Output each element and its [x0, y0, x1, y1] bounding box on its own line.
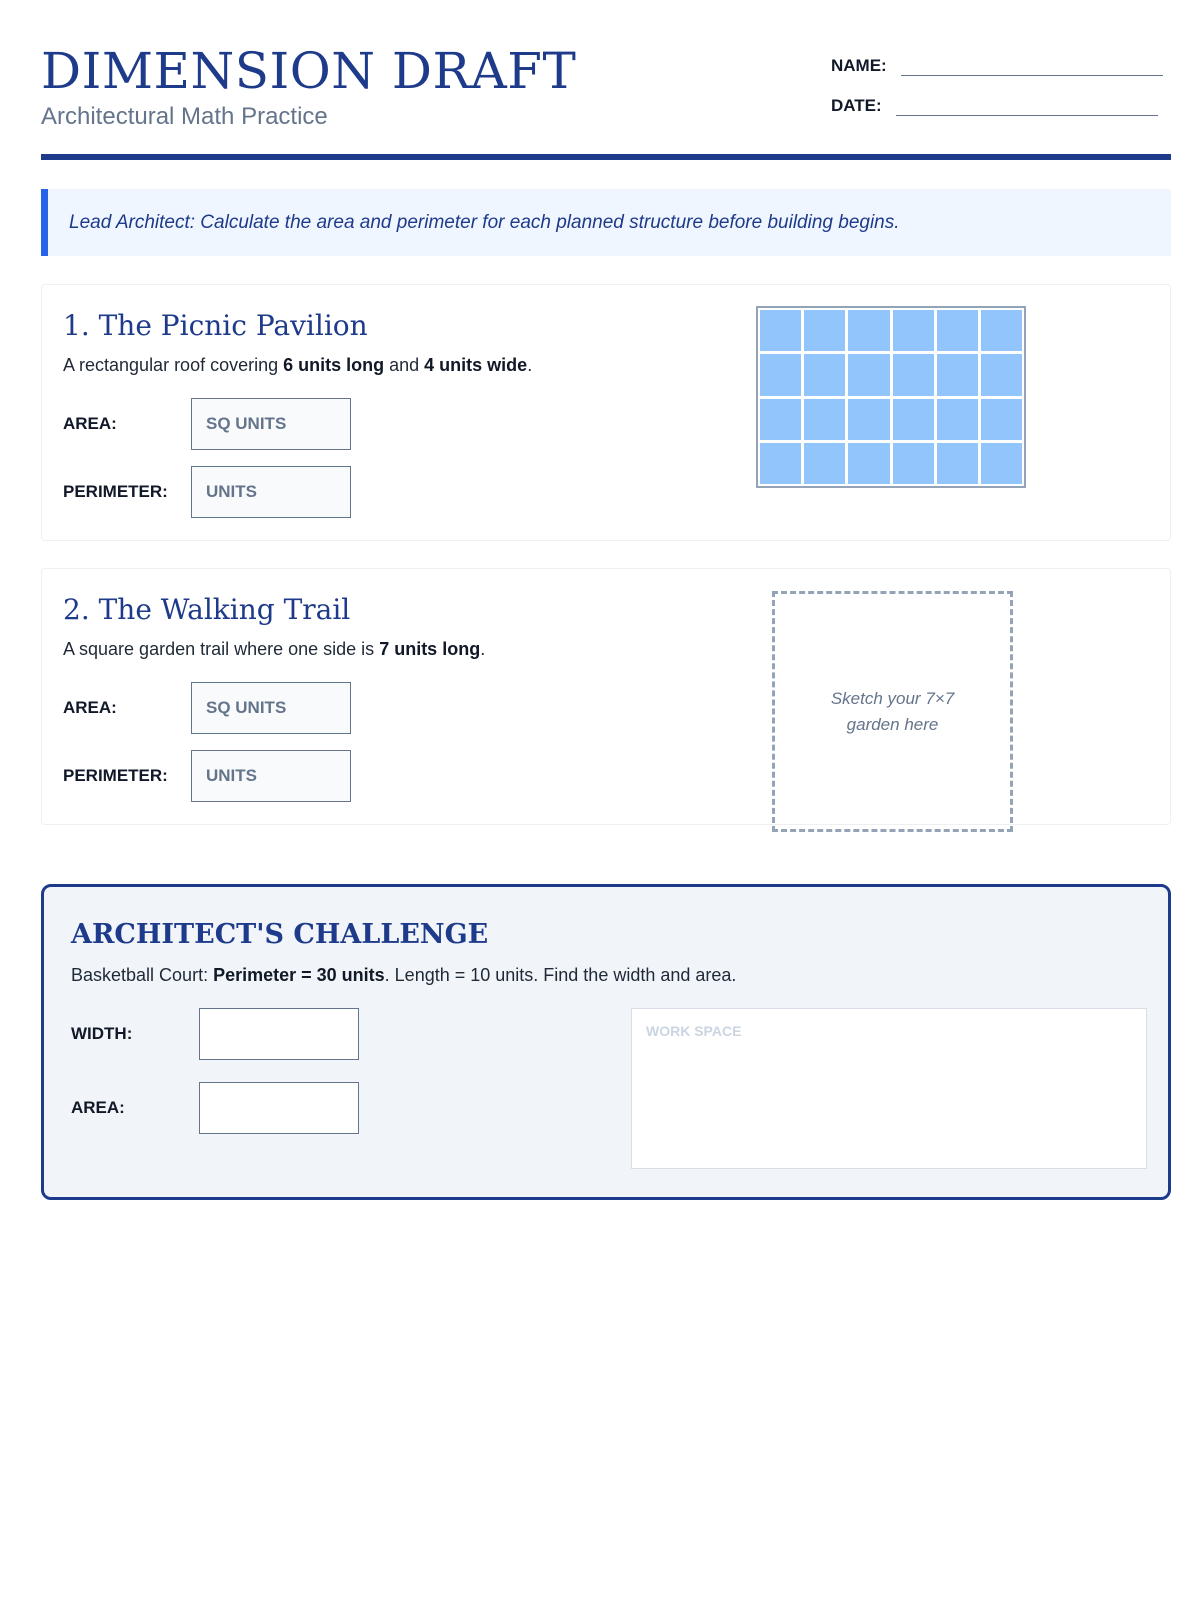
problem-card-trail: [41, 568, 1171, 825]
grid-cell: [893, 354, 934, 395]
grid-cell: [893, 399, 934, 440]
area-label: AREA:: [63, 414, 117, 433]
area-label: AREA:: [63, 698, 117, 717]
area-answer-box[interactable]: [191, 682, 351, 734]
date-field-row: [831, 96, 1158, 116]
grid-cell: [760, 443, 801, 484]
grid-cell: [804, 443, 845, 484]
grid-cell: [804, 354, 845, 395]
grid-cell: [804, 310, 845, 351]
area-answer-box[interactable]: [191, 398, 351, 450]
challenge-area-answer-box[interactable]: [199, 1082, 359, 1134]
problem-title: 1. The Picnic Pavilion: [63, 309, 368, 342]
desc-perimeter: Perimeter = 30 units: [213, 965, 385, 985]
name-line[interactable]: [901, 75, 1163, 76]
desc-text: A rectangular roof covering: [63, 355, 284, 375]
grid-cell: [937, 399, 978, 440]
grid-cell: [981, 310, 1022, 351]
grid-cell: [760, 399, 801, 440]
name-label: NAME:: [831, 56, 887, 75]
area-label: AREA:: [71, 1098, 125, 1117]
grid-cell: [760, 310, 801, 351]
area-answer-row: [63, 398, 351, 450]
sketch-prompt: Sketch your 7×7 garden here: [830, 688, 955, 734]
width-label: WIDTH:: [71, 1024, 133, 1043]
desc-text: Basketball Court:: [71, 965, 214, 985]
page-title: DIMENSION DRAFT: [41, 42, 577, 100]
width-answer-row: [71, 1008, 359, 1060]
instruction-banner: [41, 189, 1171, 256]
name-field-row: [831, 56, 1163, 76]
width-answer-box[interactable]: [199, 1008, 359, 1060]
area-unit: SQ UNITS: [206, 698, 287, 717]
challenge-area-answer-row: [71, 1082, 359, 1134]
grid-cell: [937, 443, 978, 484]
problem-card-pavilion: [41, 284, 1171, 541]
grid-cell: [981, 399, 1022, 440]
perimeter-unit: UNITS: [206, 766, 257, 785]
grid-cell: [848, 310, 889, 351]
desc-text: . Length = 10 units. Find the width and area.: [384, 965, 737, 985]
grid-cell: [981, 354, 1022, 395]
desc-width: 4 units wide: [424, 355, 528, 375]
challenge-description: [71, 965, 736, 986]
perimeter-label: PERIMETER:: [63, 482, 168, 501]
date-label: DATE:: [831, 96, 882, 115]
worksheet-page: [41, 0, 1171, 1117]
perimeter-unit: UNITS: [206, 482, 257, 501]
grid-cell: [893, 443, 934, 484]
header-divider: [41, 154, 1171, 160]
desc-length: 6 units long: [283, 355, 385, 375]
desc-text: and: [384, 355, 425, 375]
desc-text: A square garden trail where one side is: [63, 639, 380, 659]
desc-text: .: [480, 639, 486, 659]
grid-cell: [893, 310, 934, 351]
grid-cell: [848, 443, 889, 484]
work-space-label: WORK SPACE: [646, 1023, 742, 1039]
grid-cell: [937, 310, 978, 351]
grid-cell: [937, 354, 978, 395]
problem-description: [63, 355, 532, 376]
pavilion-grid-diagram: [756, 306, 1026, 488]
perimeter-answer-row: [63, 750, 351, 802]
area-answer-row: [63, 682, 351, 734]
desc-side: 7 units long: [379, 639, 481, 659]
header: [41, 0, 1171, 162]
perimeter-answer-box[interactable]: [191, 466, 351, 518]
perimeter-answer-box[interactable]: [191, 750, 351, 802]
problem-title: 2. The Walking Trail: [63, 593, 351, 626]
desc-text: .: [527, 355, 533, 375]
grid-cell: [848, 399, 889, 440]
instruction-text: Lead Architect: Calculate the area and perimeter for each planned structure before building begins.: [69, 211, 900, 233]
grid-cell: [981, 443, 1022, 484]
work-space-box[interactable]: [631, 1008, 1147, 1169]
grid-cell: [804, 399, 845, 440]
perimeter-label: PERIMETER:: [63, 766, 168, 785]
sketch-area[interactable]: [772, 591, 1013, 832]
date-line[interactable]: [896, 115, 1158, 116]
perimeter-answer-row: [63, 466, 351, 518]
grid-cell: [848, 354, 889, 395]
problem-description: [63, 639, 485, 660]
challenge-panel: [41, 884, 1171, 1200]
page-subtitle: Architectural Math Practice: [41, 103, 328, 130]
challenge-title: ARCHITECT'S CHALLENGE: [71, 919, 489, 950]
area-unit: SQ UNITS: [206, 414, 287, 433]
grid-cell: [760, 354, 801, 395]
